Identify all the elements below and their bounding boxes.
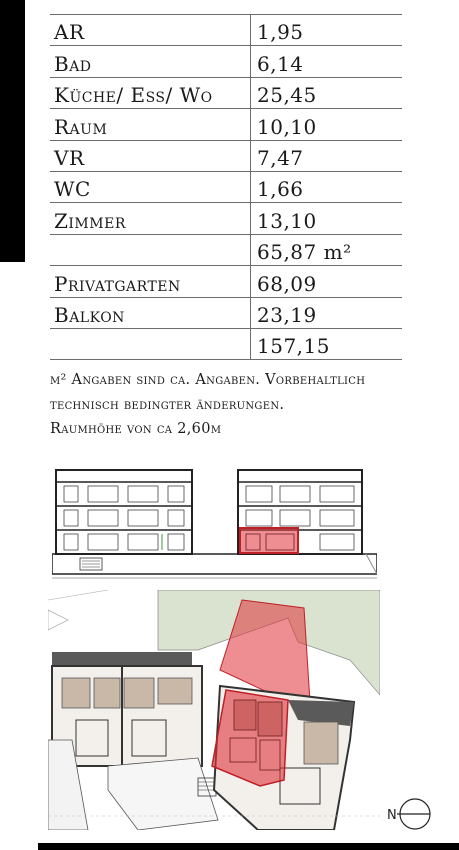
room-area: 6,14 (251, 46, 403, 77)
room-row (50, 77, 402, 108)
building-elevation-drawing (52, 460, 377, 582)
room-area: 13,10 (251, 203, 403, 234)
room-area: 25,45 (251, 77, 403, 108)
room-row (50, 171, 402, 202)
left-accent-bar (0, 0, 25, 262)
room-row (50, 266, 402, 297)
disclaimer-line-1: m² Angaben sind ca. Angaben. Vorbehaltlich (50, 372, 366, 388)
room-row (50, 46, 402, 77)
room-area-table (50, 14, 402, 360)
room-name: Raum (50, 109, 251, 140)
room-area: 157,15 (251, 328, 403, 359)
north-label: N (387, 808, 397, 823)
room-area: 1,66 (251, 171, 403, 202)
room-name: Privatgarten (50, 266, 251, 297)
room-row (50, 234, 402, 265)
room-area: 7,47 (251, 140, 403, 171)
room-name: Bad (50, 46, 251, 77)
room-name (50, 328, 251, 359)
north-arrow-icon (385, 797, 435, 831)
room-row (50, 15, 402, 46)
room-area: 65,87 m² (251, 234, 403, 265)
bottom-accent-bar (38, 843, 459, 850)
disclaimer-line-2: technisch bedingter änderungen. (50, 396, 285, 413)
room-area: 23,19 (251, 297, 403, 328)
room-area: 1,95 (251, 15, 403, 46)
room-row (50, 109, 402, 140)
room-area: 68,09 (251, 266, 403, 297)
floor-plan-drawing (48, 590, 380, 830)
room-name: Küche/ Ess/ Wo (50, 77, 251, 108)
disclaimer-line-3: Raumhöhe von ca 2,60m (50, 421, 222, 437)
room-name: VR (50, 140, 251, 171)
room-name: Zimmer (50, 203, 251, 234)
room-name (50, 234, 251, 265)
room-name: WC (50, 171, 251, 202)
room-name: Balkon (50, 297, 251, 328)
room-row (50, 203, 402, 234)
room-row (50, 140, 402, 171)
area-disclaimer (50, 368, 455, 442)
room-row (50, 297, 402, 328)
room-name: AR (50, 15, 251, 46)
room-area: 10,10 (251, 109, 403, 140)
room-row (50, 328, 402, 359)
